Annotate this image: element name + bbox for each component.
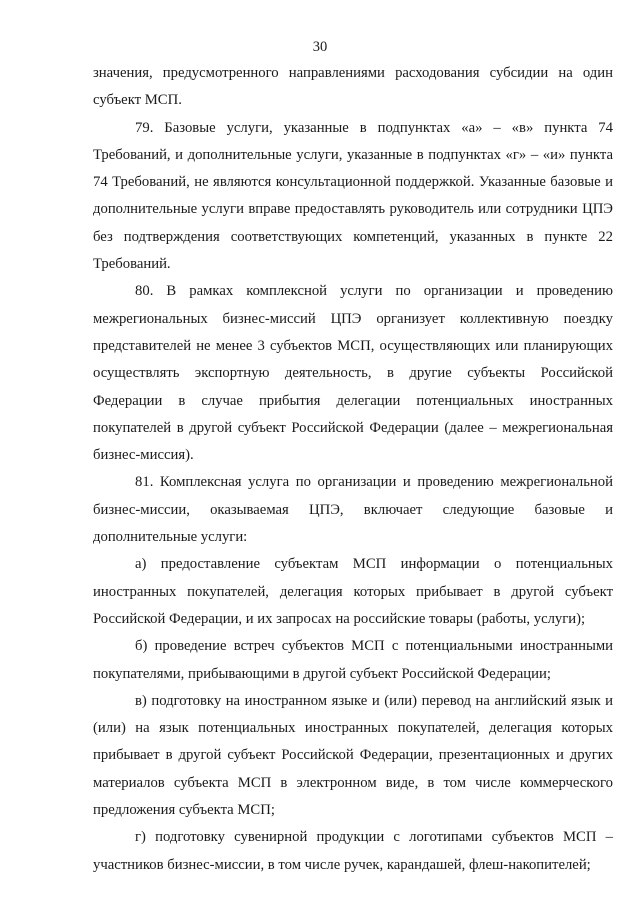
page-number: 30 [312,39,328,55]
paragraph-79: 79. Базовые услуги, указанные в подпунктах «а» – «в» пункта 74 Требований, и дополнительные услуги, указанные в подпунктах «г» – «и» пункта 74 Требований, не являются консультационной поддержкой. Указанные базовые и дополнительные услуги вправе предоставлять руководитель или сотрудники ЦПЭ без подтверждения соответствующих компетенций, указанных в пункте 22 Требований. [93,119,613,273]
paragraph-81: 81. Комплексная услуга по организации и проведению межрегиональной бизнес-миссии, оказываемая ЦПЭ, включает следующие базовые и дополнительные услуги: [93,474,613,546]
list-item-g: г) подготовку сувенирной продукции с логотипами субъектов МСП – участников бизнес-миссии, в том числе ручек, карандашей, флеш-накопителей; [93,829,613,873]
list-item-v: в) подготовку на иностранном языке и (или) перевод на английский язык и (или) на язык потенциальных иностранных покупателей, делегация которых прибывает в другой субъект Российской Федерации, презентационных и других материалов субъекта МСП в электронном виде, в том числе коммерческого предложения субъекта МСП; [93,692,613,819]
list-item-b: б) проведение встреч субъектов МСП с потенциальными иностранными покупателями, прибывающими в другой субъект Российской Федерации; [93,638,613,682]
paragraph-continuation: значения, предусмотренного направлениями расходования субсидии на один субъект МСП. [93,65,613,109]
document-body [93,60,613,879]
list-item-a: а) предоставление субъектам МСП информации о потенциальных иностранных покупателей, делегация которых прибывает в другой субъект Российской Федерации, и их запросах на российские товары (работы, услуги); [93,556,613,627]
paragraph-80: 80. В рамках комплексной услуги по организации и проведению межрегиональных бизнес-миссий ЦПЭ организует коллективную поездку представителей не менее 3 субъектов МСП, осуществляющих или планирующих осуществлять экспортную деятельность, в другие субъекты Российской Федерации в случае прибытия делегации потенциальных иностранных покупателей в другой субъект Российской Федерации (далее – межрегиональная бизнес-миссия). [93,283,613,464]
